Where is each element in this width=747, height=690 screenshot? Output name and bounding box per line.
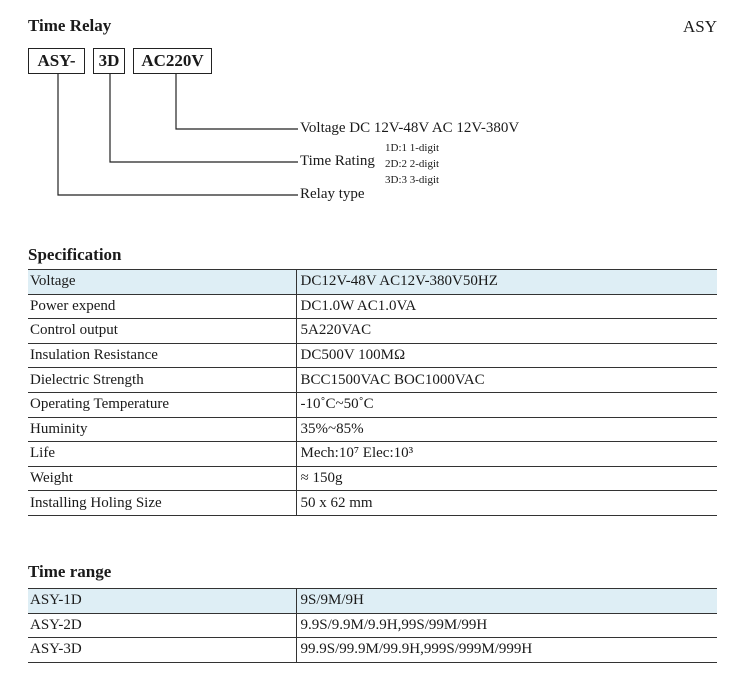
leader-line-relay bbox=[58, 74, 298, 195]
leader-line-voltage bbox=[176, 74, 298, 129]
table-row bbox=[28, 368, 717, 393]
code-box-voltage: AC220V bbox=[133, 48, 212, 74]
spec-value: DC500V 100MΩ bbox=[296, 343, 717, 368]
spec-label: Dielectric Strength bbox=[28, 368, 296, 393]
table-row bbox=[28, 638, 717, 663]
code-box-series: ASY- bbox=[28, 48, 85, 74]
spec-value: 5A220VAC bbox=[296, 319, 717, 344]
table-row bbox=[28, 392, 717, 417]
spec-label: Power expend bbox=[28, 294, 296, 319]
spec-label: Control output bbox=[28, 319, 296, 344]
table-row bbox=[28, 270, 717, 295]
spec-value: 50 x 62 mm bbox=[296, 491, 717, 516]
leader-line-time bbox=[110, 74, 298, 162]
digit-option-2d: 2D:2 2-digit bbox=[385, 158, 440, 170]
spec-label: Voltage bbox=[28, 270, 296, 295]
spec-value: DC1.0W AC1.0VA bbox=[296, 294, 717, 319]
spec-value: Mech:10⁷ Elec:10³ bbox=[296, 442, 717, 467]
spec-label: Installing Holing Size bbox=[28, 491, 296, 516]
table-row bbox=[28, 319, 717, 344]
model-label: ASY-2D bbox=[28, 613, 296, 638]
time-range-heading: Time range bbox=[28, 562, 112, 581]
digit-option-3d: 3D:3 3-digit bbox=[385, 174, 440, 186]
table-row bbox=[28, 442, 717, 467]
specification-heading: Specification bbox=[28, 245, 122, 264]
digit-option-1d: 1D:1 1-digit bbox=[385, 142, 440, 154]
range-value: 9.9S/9.9M/9.9H,99S/99M/99H bbox=[296, 613, 717, 638]
page-title: Time Relay bbox=[28, 16, 112, 35]
range-value: 9S/9M/9H bbox=[296, 589, 717, 614]
spec-value: -10˚C~50˚C bbox=[296, 392, 717, 417]
spec-value: BCC1500VAC BOC1000VAC bbox=[296, 368, 717, 393]
model-label: ASY-3D bbox=[28, 638, 296, 663]
spec-label: Operating Temperature bbox=[28, 392, 296, 417]
spec-value: ≈ 150g bbox=[296, 466, 717, 491]
table-row bbox=[28, 613, 717, 638]
spec-label: Life bbox=[28, 442, 296, 467]
model-label: ASY-1D bbox=[28, 589, 296, 614]
brand-label: ASY bbox=[682, 17, 717, 36]
spec-label: Huminity bbox=[28, 417, 296, 442]
range-value: 99.9S/99.9M/99.9H,999S/999M/999H bbox=[296, 638, 717, 663]
spec-value: 35%~85% bbox=[296, 417, 717, 442]
spec-label: Weight bbox=[28, 466, 296, 491]
table-row bbox=[28, 417, 717, 442]
relay-type-annotation: Relay type bbox=[300, 186, 365, 202]
table-row bbox=[28, 491, 717, 516]
specification-table bbox=[28, 269, 717, 516]
spec-value: DC12V-48V AC12V-380V50HZ bbox=[296, 270, 717, 295]
voltage-annotation: Voltage DC 12V-48V AC 12V-380V bbox=[300, 120, 520, 136]
table-row bbox=[28, 343, 717, 368]
time-range-table bbox=[28, 588, 717, 663]
code-box-time: 3D bbox=[93, 48, 125, 74]
time-rating-annotation: Time Rating bbox=[300, 153, 375, 169]
table-row bbox=[28, 589, 717, 614]
spec-label: Insulation Resistance bbox=[28, 343, 296, 368]
table-row bbox=[28, 466, 717, 491]
table-row bbox=[28, 294, 717, 319]
